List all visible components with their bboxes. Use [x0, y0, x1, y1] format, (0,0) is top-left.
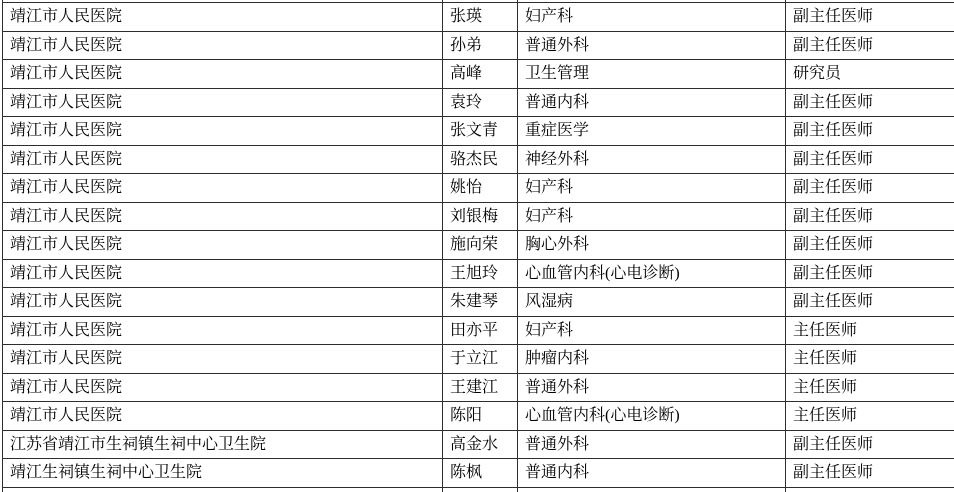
- cell-title: 副主任医师: [786, 3, 954, 32]
- cell-name: 骆杰民: [443, 145, 518, 174]
- cell-hospital: 靖江市人民医院: [3, 231, 443, 260]
- cell-name: 高金水: [443, 430, 518, 459]
- cell-name: 孙弟: [443, 31, 518, 60]
- cell-hospital: 靖江市人民医院: [3, 373, 443, 402]
- cell-department: 普通内科: [518, 459, 786, 488]
- cell-empty: [443, 487, 518, 492]
- cell-name: 高峰: [443, 60, 518, 89]
- cell-empty: [786, 487, 954, 492]
- cell-department: 妇产科: [518, 202, 786, 231]
- cell-department: 妇产科: [518, 174, 786, 203]
- cell-title: 研究员: [786, 60, 954, 89]
- cell-empty: [518, 487, 786, 492]
- cell-hospital: 靖江市人民医院: [3, 345, 443, 374]
- doctor-table: [2, 0, 954, 492]
- cell-name: 陈阳: [443, 402, 518, 431]
- cell-hospital: 靖江市人民医院: [3, 316, 443, 345]
- cell-hospital: 靖江市人民医院: [3, 402, 443, 431]
- cell-name: 姚怡: [443, 174, 518, 203]
- cell-hospital: 靖江市人民医院: [3, 31, 443, 60]
- cell-department: 神经外科: [518, 145, 786, 174]
- cell-department: 重症医学: [518, 117, 786, 146]
- cell-department: 普通内科: [518, 88, 786, 117]
- cell-hospital: 靖江市人民医院: [3, 145, 443, 174]
- cell-name: 张瑛: [443, 3, 518, 32]
- cell-hospital: 靖江市人民医院: [3, 202, 443, 231]
- table-row: [3, 117, 954, 146]
- cell-title: 主任医师: [786, 402, 954, 431]
- cell-title: 副主任医师: [786, 88, 954, 117]
- cell-title: 主任医师: [786, 345, 954, 374]
- table-row: [3, 373, 954, 402]
- cell-hospital: 靖江市人民医院: [3, 3, 443, 32]
- cell-title: 主任医师: [786, 316, 954, 345]
- cell-title: 副主任医师: [786, 430, 954, 459]
- cell-department: 胸心外科: [518, 231, 786, 260]
- table-row: [3, 145, 954, 174]
- cell-hospital: 靖江市人民医院: [3, 60, 443, 89]
- table-row: [3, 174, 954, 203]
- table-row: [3, 231, 954, 260]
- cell-department: 普通外科: [518, 430, 786, 459]
- cell-department: 普通外科: [518, 31, 786, 60]
- cell-department: 普通外科: [518, 373, 786, 402]
- cell-title: 副主任医师: [786, 231, 954, 260]
- cell-hospital: 靖江市人民医院: [3, 117, 443, 146]
- cell-title: 主任医师: [786, 373, 954, 402]
- cell-hospital: 江苏省靖江市生祠镇生祠中心卫生院: [3, 430, 443, 459]
- cell-name: 朱建琴: [443, 288, 518, 317]
- table-row: [3, 3, 954, 32]
- table-row: [3, 288, 954, 317]
- cell-hospital: 靖江市人民医院: [3, 288, 443, 317]
- partial-row-bottom: [3, 487, 954, 492]
- cell-title: 副主任医师: [786, 117, 954, 146]
- cell-hospital: 靖江市人民医院: [3, 259, 443, 288]
- table-row: [3, 202, 954, 231]
- cell-name: 刘银梅: [443, 202, 518, 231]
- cell-hospital: 靖江生祠镇生祠中心卫生院: [3, 459, 443, 488]
- table-row: [3, 430, 954, 459]
- cell-name: 王建江: [443, 373, 518, 402]
- table-row: [3, 345, 954, 374]
- cell-department: 妇产科: [518, 316, 786, 345]
- cell-department: 卫生管理: [518, 60, 786, 89]
- table-row: [3, 88, 954, 117]
- cell-name: 袁玲: [443, 88, 518, 117]
- cell-title: 副主任医师: [786, 174, 954, 203]
- cell-title: 副主任医师: [786, 145, 954, 174]
- cell-name: 于立江: [443, 345, 518, 374]
- cell-empty: [3, 487, 443, 492]
- cell-name: 张文青: [443, 117, 518, 146]
- table-row: [3, 459, 954, 488]
- cell-name: 陈枫: [443, 459, 518, 488]
- cell-department: 妇产科: [518, 3, 786, 32]
- cell-title: 副主任医师: [786, 31, 954, 60]
- cell-title: 副主任医师: [786, 459, 954, 488]
- cell-department: 心血管内科(心电诊断): [518, 402, 786, 431]
- cell-title: 副主任医师: [786, 259, 954, 288]
- cell-department: 心血管内科(心电诊断): [518, 259, 786, 288]
- table-row: [3, 259, 954, 288]
- table-row: [3, 31, 954, 60]
- cell-name: 王旭玲: [443, 259, 518, 288]
- cell-hospital: 靖江市人民医院: [3, 88, 443, 117]
- cell-department: 肿瘤内科: [518, 345, 786, 374]
- cell-department: 风湿病: [518, 288, 786, 317]
- table-row: [3, 316, 954, 345]
- cell-title: 副主任医师: [786, 202, 954, 231]
- table-row: [3, 402, 954, 431]
- cell-name: 施向荣: [443, 231, 518, 260]
- cell-title: 副主任医师: [786, 288, 954, 317]
- table-row: [3, 60, 954, 89]
- cell-name: 田亦平: [443, 316, 518, 345]
- cell-hospital: 靖江市人民医院: [3, 174, 443, 203]
